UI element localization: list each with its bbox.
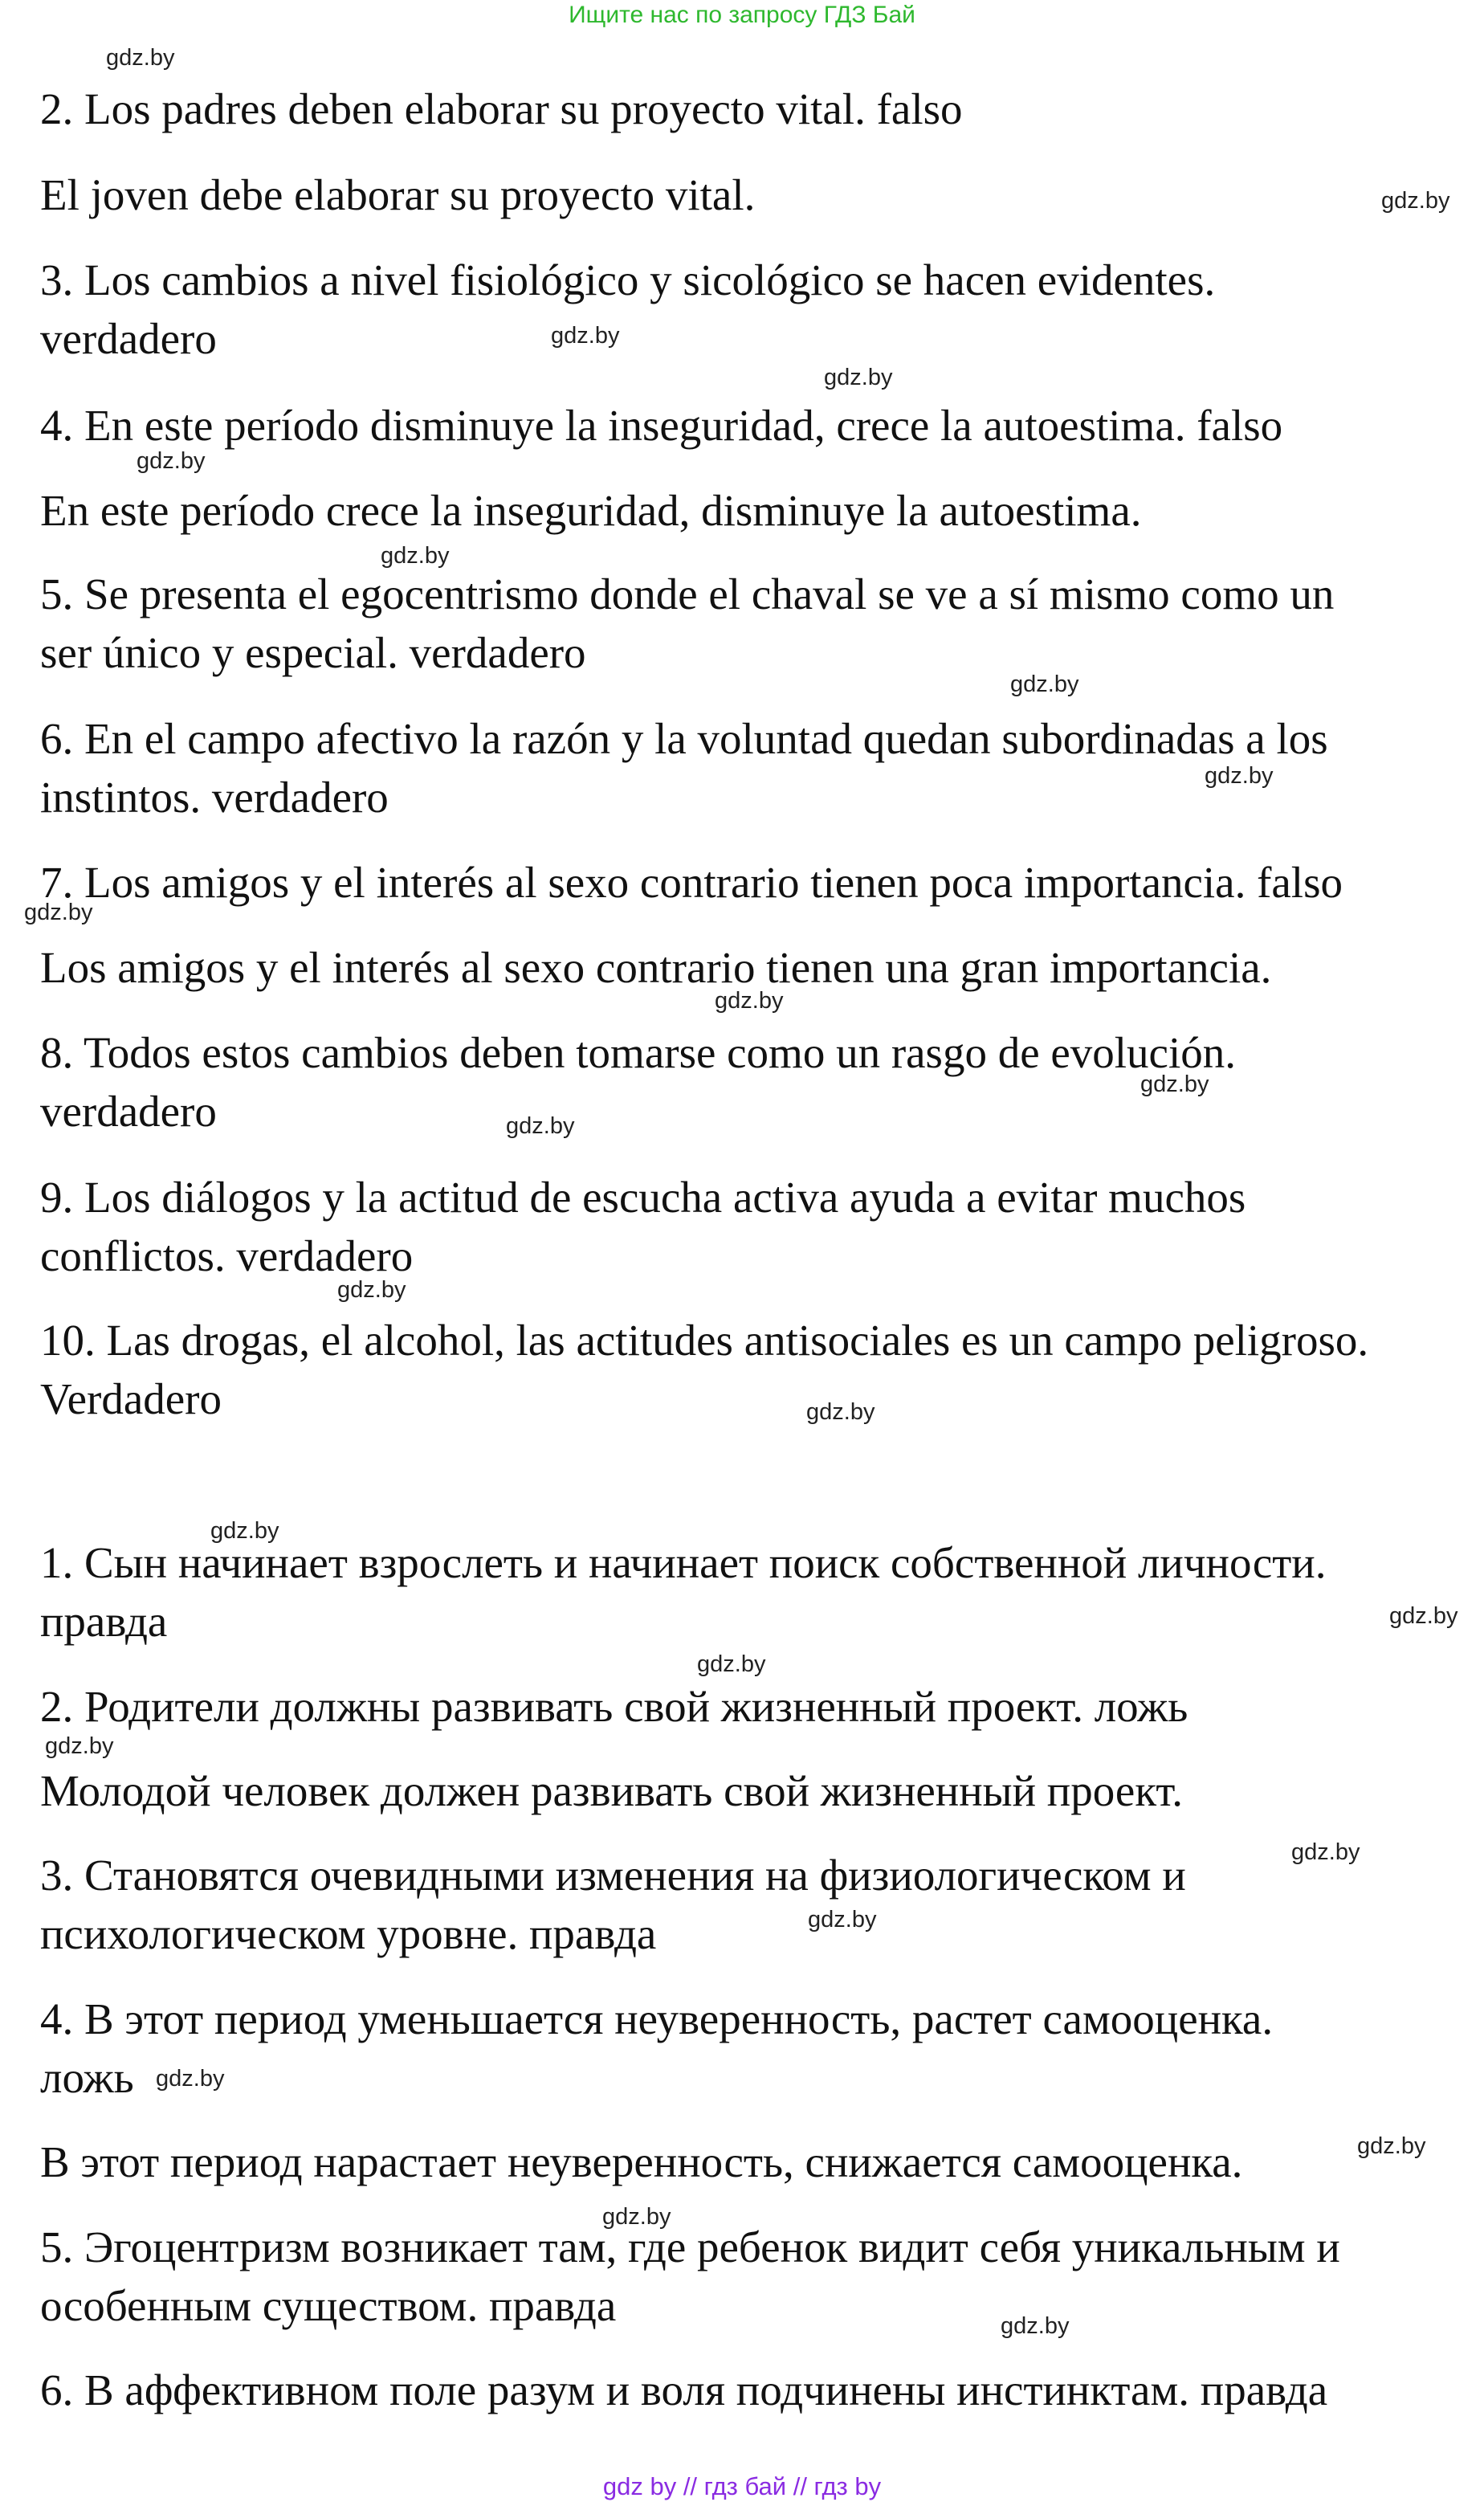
text-line: 6. В аффективном поле разум и воля подчинены инстинктам. правда (40, 2365, 1328, 2414)
text-line: 4. В этот период уменьшается неуверенность, растет самооценка. (40, 1994, 1274, 2043)
watermark: gdz.by (697, 1651, 766, 1677)
watermark: gdz.by (806, 1399, 875, 1425)
text-line: особенным существом. правда (40, 2281, 617, 2330)
text-line: conflictos. verdadero (40, 1231, 414, 1280)
text-line: 2. Родители должны развивать свой жизненный проект. ложь (40, 1682, 1188, 1731)
watermark: gdz.by (1291, 1839, 1360, 1865)
watermark: gdz.by (106, 45, 175, 71)
watermark: gdz.by (337, 1277, 406, 1303)
watermark: gdz.by (602, 2204, 671, 2230)
text-line: En este período crece la inseguridad, disminuye la autoestima. (40, 486, 1142, 535)
watermark: gdz.by (45, 1733, 114, 1759)
text-line: 8. Todos estos cambios deben tomarse como un rasgo de evolución. (40, 1028, 1237, 1077)
watermark: gdz.by (551, 323, 620, 349)
text-line: В этот период нарастает неуверенность, снижается самооценка. (40, 2137, 1243, 2186)
watermark: gdz.by (1357, 2133, 1426, 2159)
watermark: gdz.by (1010, 671, 1079, 697)
watermark: gdz.by (824, 365, 893, 390)
text-line: 10. Las drogas, el alcohol, las actitudes antisociales es un campo peligroso. (40, 1316, 1369, 1365)
text-line: Verdadero (40, 1374, 222, 1423)
text-line: 1. Сын начинает взрослеть и начинает поиск собственной личности. (40, 1538, 1327, 1587)
text-line: 4. En este período disminuye la inseguridad, crece la autoestima. falso (40, 401, 1283, 450)
watermark: gdz.by (381, 543, 450, 569)
text-line: правда (40, 1597, 168, 1646)
watermark: gdz.by (137, 448, 206, 474)
watermark: gdz.by (715, 988, 784, 1014)
text-line: verdadero (40, 314, 217, 363)
text-line: El joven debe elaborar su proyecto vital. (40, 170, 756, 219)
watermark: gdz.by (506, 1113, 575, 1139)
text-line: instintos. verdadero (40, 773, 389, 822)
watermark: gdz.by (1001, 2313, 1070, 2339)
text-line: 3. Становятся очевидными изменения на физиологическом и (40, 1851, 1186, 1900)
text-line: 3. Los cambios a nivel fisiológico y sicológico se hacen evidentes. (40, 255, 1216, 304)
watermark: gdz.by (24, 900, 93, 925)
text-line: 7. Los amigos y el interés al sexo contrario tienen poca importancia. falso (40, 858, 1343, 907)
watermark: gdz.by (1389, 1603, 1458, 1629)
watermark: gdz.by (1381, 188, 1450, 214)
text-line: verdadero (40, 1087, 217, 1136)
text-line: Los amigos y el interés al sexo contrario tienen una gran importancia. (40, 943, 1272, 992)
text-line: психологическом уровне. правда (40, 1909, 657, 1958)
watermark: gdz.by (1205, 763, 1274, 789)
text-line: 6. En el campo afectivo la razón y la voluntad quedan subordinadas a los (40, 714, 1328, 763)
text-line: Молодой человек должен развивать свой жизненный проект. (40, 1766, 1183, 1815)
watermark: gdz.by (1140, 1071, 1209, 1097)
text-line: 5. Эгоцентризм возникает там, где ребенок видит себя уникальным и (40, 2222, 1340, 2271)
text-line: 5. Se presenta el egocentrismo donde el chaval se ve a sí mismo como un (40, 569, 1335, 618)
watermark: gdz.by (156, 2066, 225, 2092)
text-line: ложь (40, 2053, 134, 2102)
footer-links[interactable]: gdz by // гдз бай // гдз by (602, 2472, 882, 2500)
header-search-hint[interactable]: Ищите нас по запросу ГДЗ Бай (569, 2, 915, 28)
text-line: 2. Los padres deben elaborar su proyecto vital. falso (40, 84, 963, 133)
watermark: gdz.by (210, 1518, 279, 1544)
watermark: gdz.by (808, 1907, 877, 1933)
text-line: ser único y especial. verdadero (40, 628, 586, 677)
text-line: 9. Los diálogos y la actitud de escucha activa ayuda a evitar muchos (40, 1173, 1246, 1222)
